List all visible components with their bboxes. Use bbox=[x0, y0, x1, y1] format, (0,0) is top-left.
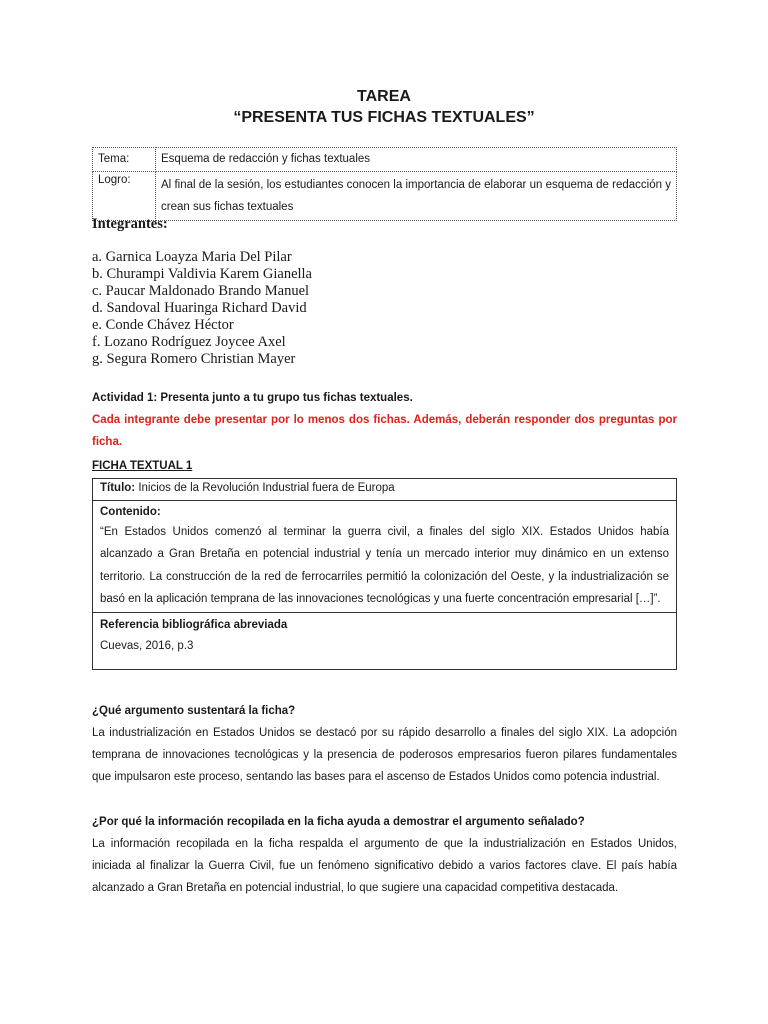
contenido-value: “En Estados Unidos comenzó al terminar la guerra civil, a finales del siglo XIX. Estados Unidos había alcanzado a Gran Bretaña en potencial industrial y tenía un mercado interior muy dinámico en un extenso territorio. La construcción de la red de ferrocarriles permitió la colonización del Oeste, y la industrialización se basó en la aplicación temprana de las innovaciones tecnológicas y una fuerte concentración empresarial […]”. bbox=[100, 526, 669, 605]
titulo-label: Título: bbox=[100, 482, 136, 494]
tema-value: Esquema de redacción y fichas textuales bbox=[156, 148, 677, 172]
info-table bbox=[92, 147, 677, 221]
referencia-value: Cuevas, 2016, p.3 bbox=[100, 640, 194, 653]
logro-value: Al final de la sesión, los estudiantes conocen la importancia de elaborar un esquema de redacción y crean sus fichas textuales bbox=[156, 172, 677, 221]
actividad-text: Actividad 1: Presenta junto a tu grupo tus fichas textuales. bbox=[92, 392, 413, 404]
instruccion-text: Cada integrante debe presentar por lo menos dos fichas. Además, deberán responder dos preguntas por ficha. bbox=[92, 414, 677, 448]
integrantes-title: Integrantes: bbox=[92, 216, 168, 232]
pregunta-2: ¿Por qué la información recopilada en la ficha ayuda a demostrar el argumento señalado? bbox=[92, 816, 585, 828]
logro-label: Logro: bbox=[93, 172, 156, 221]
ficha-contenido-row bbox=[93, 501, 676, 613]
ficha-textual-box bbox=[92, 478, 677, 670]
info-row-tema bbox=[93, 148, 677, 172]
list-item: a. Garnica Loayza Maria Del Pilar bbox=[92, 249, 292, 265]
list-item: e. Conde Chávez Héctor bbox=[92, 317, 234, 333]
ficha-referencia-row bbox=[93, 613, 676, 669]
list-item: c. Paucar Maldonado Brando Manuel bbox=[92, 283, 310, 299]
ficha-label: FICHA TEXTUAL 1 bbox=[92, 460, 193, 472]
list-item: b. Churampi Valdivia Karem Gianella bbox=[92, 266, 312, 282]
referencia-label: Referencia bibliográfica abreviada bbox=[100, 619, 288, 632]
document-title: TAREA bbox=[357, 88, 411, 105]
titulo-value: Inicios de la Revolución Industrial fuera de Europa bbox=[138, 482, 395, 494]
document-subtitle: “PRESENTA TUS FICHAS TEXTUALES” bbox=[233, 109, 535, 126]
respuesta-2: La información recopilada en la ficha respalda el argumento de que la industrialización en Estados Unidos, iniciada al finalizar la Guerra Civil, fue un fenómeno significativo debido a varios factores clave. El país había alcanzado a Gran Bretaña en potencial industrial, lo que sugiere una capacidad competitiva destacada. bbox=[92, 838, 677, 894]
list-item: f. Lozano Rodríguez Joycee Axel bbox=[92, 334, 286, 350]
tema-label: Tema: bbox=[93, 148, 156, 172]
list-item: g. Segura Romero Christian Mayer bbox=[92, 351, 296, 367]
pregunta-1: ¿Qué argumento sustentará la ficha? bbox=[92, 705, 296, 717]
respuesta-1: La industrialización en Estados Unidos se destacó por su rápido desarrollo a finales del siglo XIX. La adopción temprana de innovaciones tecnológicas y la presencia de poderosos empresarios fueron pilares fundamentales que impulsaron este proceso, sentando las bases para el ascenso de Estados Unidos como potencia industrial. bbox=[92, 727, 677, 783]
contenido-label: Contenido: bbox=[100, 506, 161, 518]
info-row-logro bbox=[93, 172, 677, 221]
integrantes-list bbox=[92, 249, 312, 368]
ficha-title-row bbox=[93, 479, 676, 501]
list-item: d. Sandoval Huaringa Richard David bbox=[92, 300, 307, 316]
